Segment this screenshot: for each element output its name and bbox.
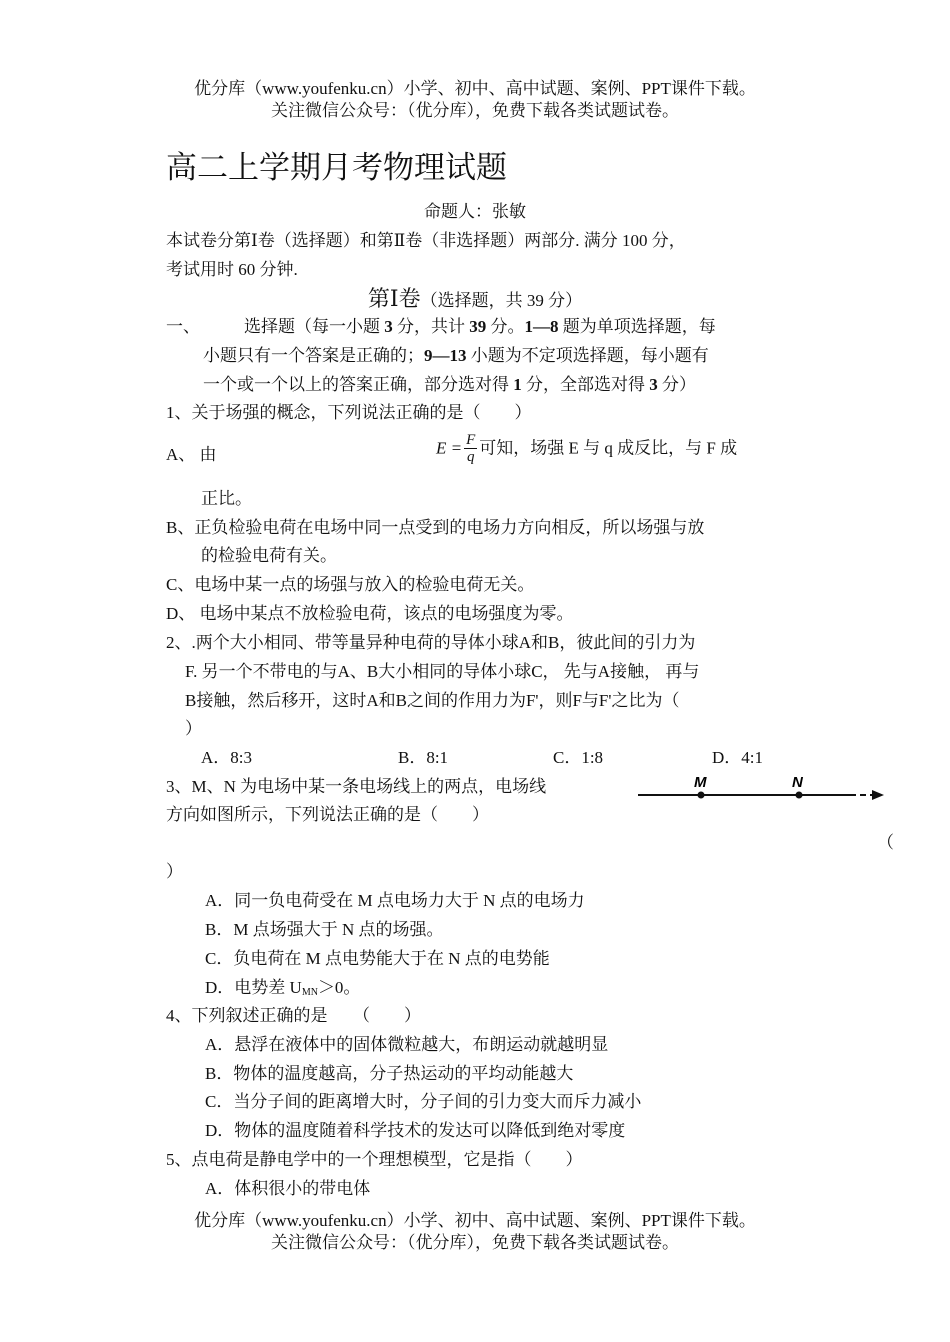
q1-option-d: D、 电场中某点不放检验电荷，该点的电场强度为零。 bbox=[166, 604, 574, 623]
q3-option-a: A．同一负电荷受在 M 点电场力大于 N 点的电场力 bbox=[205, 891, 585, 910]
q4-option-b: B．物体的温度越高，分子热运动的平均动能越大 bbox=[205, 1064, 574, 1083]
label-n: N bbox=[792, 774, 803, 791]
q3-paren-open: （ bbox=[877, 833, 894, 852]
q1-option-b-line-1: B、正负检验电荷在电场中同一点受到的电场力方向相反，所以场强与放 bbox=[166, 518, 705, 537]
q2-line-3: B接触，然后移开，这时A和B之间的作用力为F'，则F与F'之比为（ bbox=[185, 691, 680, 710]
q3-line-2: 方向如图所示，下列说法正确的是（ ） bbox=[166, 805, 489, 824]
section-line-1: 选择题（每一小题 3 分，共计 39 分。1—8 题为单项选择题，每 bbox=[244, 317, 716, 336]
intro-line-2: 考试用时 60 分钟. bbox=[166, 260, 298, 279]
q5-stem: 5、点电荷是静电学中的一个理想模型，它是指（ ） bbox=[166, 1150, 583, 1169]
q4-stem: 4、下列叙述正确的是 （ ） bbox=[166, 1006, 421, 1025]
q3-option-c: C．负电荷在 M 点电势能大于在 N 点的电势能 bbox=[205, 949, 550, 968]
q4-option-c: C．当分子间的距离增大时，分子间的引力变大而斥力减小 bbox=[205, 1092, 642, 1111]
q1-formula: E = $\frac{F}{q}$ 可知，场强 E 与 q 成反比，与 F 成 bbox=[436, 432, 738, 465]
q1-stem: 1、关于场强的概念，下列说法正确的是（ ） bbox=[166, 403, 532, 422]
q2-line-2: F. 另一个不带电的与A、B大小相同的导体小球C， 先与A接触， 再与 bbox=[185, 662, 700, 681]
header-line-1: 优分库（www.youfenku.cn）小学、初中、高中试题、案例、PPT课件下载。 bbox=[194, 79, 756, 98]
point-m bbox=[698, 792, 705, 799]
header-line-2: 关注微信公众号：（优分库），免费下载各类试题试卷。 bbox=[271, 101, 679, 120]
volume-main: 第Ⅰ卷 bbox=[367, 286, 421, 311]
field-line-arrow-icon bbox=[872, 790, 884, 800]
author: 命题人：张敏 bbox=[424, 202, 526, 221]
section-line-3: 一个或一个以上的答案正确，部分选对得 1 分，全部选对得 3 分） bbox=[203, 375, 696, 394]
q1-option-a-label: A、 由 bbox=[166, 445, 217, 464]
page-title: 高二上学期月考物理试题 bbox=[166, 150, 507, 185]
q2-option-c: C．1:8 bbox=[553, 748, 604, 767]
intro-line-1: 本试卷分第Ⅰ卷（选择题）和第Ⅱ卷（非选择题）两部分. 满分 100 分， bbox=[166, 231, 686, 250]
q3-line-1: 3、M、N 为电场中某一条电场线上的两点，电场线 bbox=[166, 777, 547, 796]
q4-option-a: A．悬浮在液体中的固体微粒越大，布朗运动就越明显 bbox=[205, 1035, 609, 1054]
footer-line-1: 优分库（www.youfenku.cn）小学、初中、高中试题、案例、PPT课件下载。 bbox=[194, 1211, 756, 1230]
q2-line-1: 2、.两个大小相同、带等量异种电荷的导体小球A和B，彼此间的引力为 bbox=[166, 633, 696, 652]
label-m: M bbox=[694, 774, 707, 791]
volume-sub: （选择题，共 39 分） bbox=[420, 291, 583, 310]
q1-option-c: C、电场中某一点的场强与放入的检验电荷无关。 bbox=[166, 575, 535, 594]
footer-line-2: 关注微信公众号：（优分库），免费下载各类试题试卷。 bbox=[271, 1233, 679, 1252]
q2-option-a: A．8:3 bbox=[201, 748, 252, 767]
point-n bbox=[796, 792, 803, 799]
section-line-2: 小题只有一个答案是正确的；9—13 小题为不定项选择题，每小题有 bbox=[203, 346, 709, 365]
q1-option-a-cont: 正比。 bbox=[201, 489, 252, 508]
q2-line-4: ） bbox=[185, 719, 202, 738]
q2-option-b: B．8:1 bbox=[398, 748, 449, 767]
q4-option-d: D．物体的温度随着科学技术的发达可以降低到绝对零度 bbox=[205, 1121, 626, 1140]
q3-field-line-figure bbox=[630, 770, 890, 810]
q3-option-d: D．电势差 $U_{MN}>0$。 bbox=[205, 978, 361, 998]
q3-option-b: B．M 点场强大于 N 点的场强。 bbox=[205, 920, 444, 939]
q1-option-b-line-2: 的检验电荷有关。 bbox=[201, 546, 337, 565]
q2-option-d: D．4:1 bbox=[712, 748, 763, 767]
q3-paren-close: ） bbox=[166, 862, 183, 881]
q5-option-a: A．体积很小的带电体 bbox=[205, 1179, 371, 1198]
section-prefix: 一、 bbox=[166, 317, 200, 336]
volume-heading bbox=[0, 285, 950, 316]
